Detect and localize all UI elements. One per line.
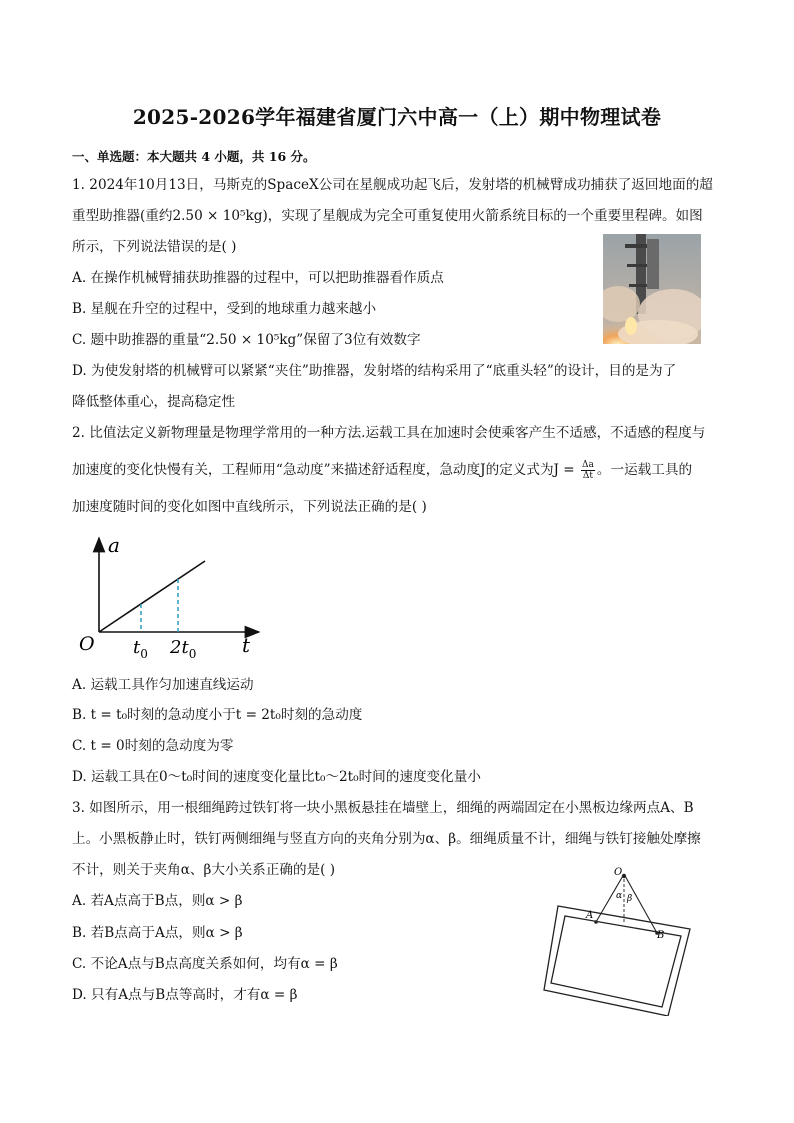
q2-stem-line2-a: 加速度的变化快慢有关，工程师用“急动度”来描述舒适程度，急动度J的定义式为J = [72,462,580,478]
q3-option-d: D. 只有A点与B点等高时，才有α = β [72,987,298,1003]
y-axis-label: a [108,533,120,557]
rocket-photo [603,234,701,344]
tick-2t0 [169,637,196,661]
x-axis-label: t [242,633,251,657]
q2-option-c: C. t = 0时刻的急动度为零 [72,738,234,754]
q3-option-a: A. 若A点高于B点，则α > β [72,893,243,909]
q1-stem-line3: 所示，下列说法错误的是( ) [72,239,237,255]
fraction-denominator: Δt [582,471,594,481]
q3-option-b: B. 若B点高于A点，则α > β [72,925,243,941]
q2-stem-line2-b: 。一运载工具的 [596,462,693,478]
q1-option-d-cont: 降低整体重心，提高稳定性 [72,394,236,410]
q3-option-c: C. 不论A点与B点高度关系如何，均有α = β [72,956,338,972]
section-heading: 一、单选题：本大题共 4 小题，共 16 分。 [72,149,316,164]
q1-stem-line1: 1. 2024年10月13日，马斯克的SpaceX公司在星舰成功起飞后，发射塔的机械臂成功捕获了返回地面的超 [72,177,713,193]
acceleration-line [99,561,205,632]
q2-option-b: B. t = t₀时刻的急动度小于t = 2t₀时刻的急动度 [72,707,363,723]
jerk-fraction [581,460,595,481]
q1-option-c: C. 题中助推器的重量“2.50 × 10⁵kg”保留了3位有效数字 [72,332,421,348]
tick-2t0-sub: 0 [188,647,197,661]
q2-stem-line1: 2. 比值法定义新物理量是物理学常用的一种方法.运载工具在加速时会使乘客产生不适感，不适感的程度与 [72,425,706,441]
nail [622,874,626,878]
fraction-numerator: Δa [582,460,594,470]
point-a [594,920,598,924]
q3-stem-line1: 3. 如图所示，用一根细绳跨过铁钉将一块小黑板悬挂在墙壁上，细绳的两端固定在小黑板边缘两点A、B [72,800,694,816]
q1-option-a: A. 在操作机械臂捕获助推器的过程中，可以把助推器看作质点 [72,270,444,286]
tick-t0-sub: 0 [140,647,148,661]
board-outer [544,906,690,1016]
page-title: 2025-2026学年福建省厦门六中高一（上）期中物理试卷 [132,105,662,129]
q3-stem-line3: 不计，则关于夹角α、β大小关系正确的是( ) [72,862,336,878]
label-a: A [586,910,594,921]
label-b: B [657,930,665,941]
q1-option-d: D. 为使发射塔的机械臂可以紧紧“夹住”助推器，发射塔的结构采用了“底重头轻”的设计，目的是为了 [72,363,677,379]
q2-option-d: D. 运载工具在0～t₀时间的速度变化量比t₀～2t₀时间的速度变化量小 [72,769,481,785]
tick-t0-main: t [133,637,141,658]
label-beta: β [627,894,633,904]
q2-stem-line3: 加速度随时间的变化如图中直线所示，下列说法正确的是( ) [72,499,427,515]
label-o: O [614,867,623,878]
q2-option-a: A. 运载工具作匀加速直线运动 [72,677,254,693]
tick-2t0-main: 2t [170,637,189,658]
origin-label: O [79,633,95,655]
acceleration-time-graph [74,530,274,665]
tick-t0 [133,637,148,661]
q1-option-b: B. 星舰在升空的过程中，受到的地球重力越来越小 [72,301,377,317]
label-alpha: α [616,891,623,901]
q3-stem-line2: 上。小黑板静止时，铁钉两侧细绳与竖直方向的夹角分别为α、β。细绳质量不计，细绳与铁钉接触处摩擦 [72,831,701,847]
q1-stem-line2: 重型助推器(重约2.50 × 10⁵kg)，实现了星舰成为完全可重复使用火箭系统目标的一个重要里程碑。如图 [72,208,703,224]
blackboard-figure [540,866,710,1016]
q2-stem-line2 [72,460,692,481]
